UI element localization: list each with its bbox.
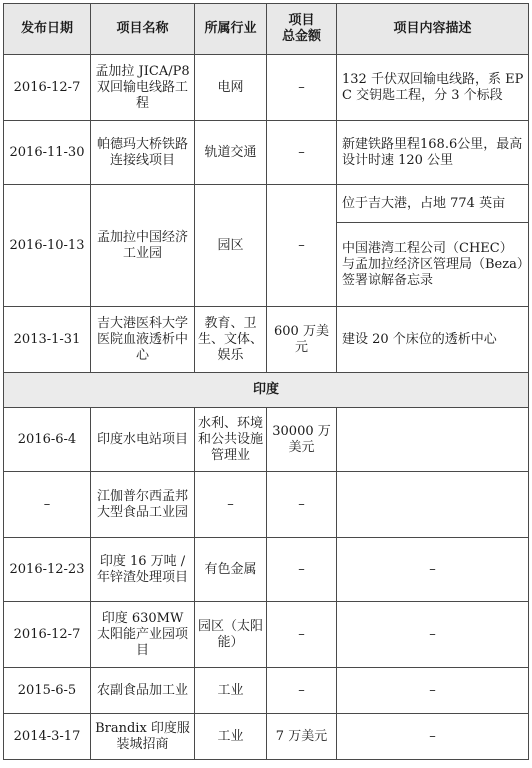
cell-amount: – — [267, 602, 337, 668]
table-row — [4, 714, 529, 760]
cell-date: 2016-11-30 — [4, 121, 91, 185]
cell-desc: 建设 20 个床位的透析中心 — [337, 307, 529, 373]
cell-desc: 新建铁路里程168.6公里，最高设计时速 120 公里 — [337, 121, 529, 185]
cell-date: 2014-3-17 — [4, 714, 91, 760]
table-row — [4, 408, 529, 472]
cell-desc: – — [337, 714, 529, 760]
cell-amount: 30000 万美元 — [267, 408, 337, 472]
table-row — [4, 472, 529, 538]
cell-date: 2015-6-5 — [4, 668, 91, 714]
table-row — [4, 185, 529, 223]
table-row — [4, 121, 529, 185]
cell-amount: 7 万美元 — [267, 714, 337, 760]
cell-name: 孟加拉 JICA/P8 双回输电线路工程 — [91, 55, 195, 121]
cell-desc: 132 千伏双回输电线路，系 EPC 交钥匙工程，分 3 个标段 — [337, 55, 529, 121]
cell-date: 2016-12-23 — [4, 538, 91, 602]
cell-industry: 园区（太阳能） — [195, 602, 267, 668]
cell-amount: 600 万美元 — [267, 307, 337, 373]
cell-name: 孟加拉中国经济工业园 — [91, 185, 195, 307]
header-desc: 项目内容描述 — [337, 4, 529, 55]
cell-name: 农副食品加工业 — [91, 668, 195, 714]
projects-table — [3, 3, 529, 760]
section-row-india — [4, 373, 529, 408]
table-row — [4, 538, 529, 602]
cell-industry: 教育、卫生、文体、娱乐 — [195, 307, 267, 373]
table-row — [4, 602, 529, 668]
cell-date: 2016-12-7 — [4, 602, 91, 668]
cell-desc: 中国港湾工程公司（CHEC）与孟加拉经济区管理局（Beza）签署谅解备忘录 — [337, 223, 529, 307]
cell-industry: 园区 — [195, 185, 267, 307]
cell-date: – — [4, 472, 91, 538]
cell-name: 江伽普尔西孟邦大型食品工业园 — [91, 472, 195, 538]
cell-name: 印度水电站项目 — [91, 408, 195, 472]
section-title: 印度 — [4, 373, 529, 408]
cell-amount: – — [267, 55, 337, 121]
cell-industry: 工业 — [195, 668, 267, 714]
cell-date: 2016-6-4 — [4, 408, 91, 472]
header-industry: 所属行业 — [195, 4, 267, 55]
header-name: 项目名称 — [91, 4, 195, 55]
cell-date: 2016-12-7 — [4, 55, 91, 121]
cell-date: 2016-10-13 — [4, 185, 91, 307]
cell-amount: – — [267, 668, 337, 714]
table-row — [4, 668, 529, 714]
cell-amount: – — [267, 185, 337, 307]
cell-desc: – — [337, 602, 529, 668]
cell-amount: – — [267, 472, 337, 538]
cell-name: 印度 630MW 太阳能产业园项目 — [91, 602, 195, 668]
cell-name: 印度 16 万吨 / 年锌渣处理项目 — [91, 538, 195, 602]
cell-name: 吉大港医科大学医院血液透析中心 — [91, 307, 195, 373]
cell-desc: – — [337, 538, 529, 602]
cell-desc: 位于吉大港，占地 774 英亩 — [337, 185, 529, 223]
cell-industry: 电网 — [195, 55, 267, 121]
cell-industry: – — [195, 472, 267, 538]
cell-name: 帕德玛大桥铁路连接线项目 — [91, 121, 195, 185]
cell-amount: – — [267, 538, 337, 602]
table-row — [4, 55, 529, 121]
cell-date: 2013-1-31 — [4, 307, 91, 373]
cell-desc — [337, 472, 529, 538]
cell-amount: – — [267, 121, 337, 185]
header-row — [4, 4, 529, 55]
cell-industry: 有色金属 — [195, 538, 267, 602]
cell-desc — [337, 408, 529, 472]
cell-name: Brandix 印度服装城招商 — [91, 714, 195, 760]
header-date: 发布日期 — [4, 4, 91, 55]
header-amount: 项目 总金额 — [267, 4, 337, 55]
table-row — [4, 307, 529, 373]
cell-desc: – — [337, 668, 529, 714]
cell-industry: 水利、环境和公共设施管理业 — [195, 408, 267, 472]
cell-industry: 轨道交通 — [195, 121, 267, 185]
cell-industry: 工业 — [195, 714, 267, 760]
